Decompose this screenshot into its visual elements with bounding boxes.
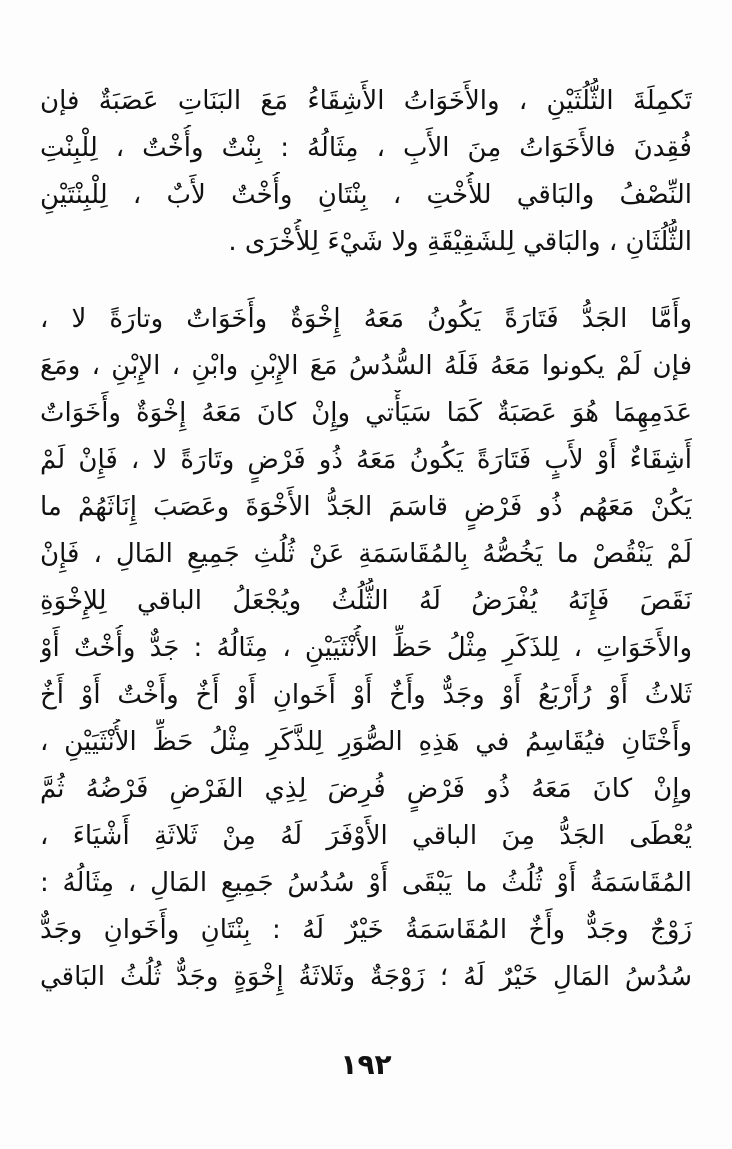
- text-line: المُقَاسَمَةُ أَوْ ثُلُثُ ما يَبْقَى أَوْ سُدُسُ جَمِيعِ المَالِ ، مِثَالُهُ :: [40, 868, 692, 898]
- page-number: ١٩٢: [340, 1048, 392, 1081]
- text-line: النِّصْفُ والبَاقي للأُخْتِ ، بِنْتَانِ وأُخْتٌ لأَبٌ ، لِلْبِنْتَيْنِ: [40, 180, 692, 210]
- text-line: زَوْجٌ وجَدٌّ وأَخٌ المُقَاسَمَةُ خَيْرٌ لَهُ : بِنْتَانِ وأَخَوانِ وجَدٌّ: [40, 915, 692, 945]
- text-line: تَكمِلَةَ الثُّلُثَيْنِ ، والأَخَوَاتُ الأَشِقَاءُ مَعَ البَنَاتِ عَصَبَةٌ فإن: [40, 86, 692, 116]
- text-line: نَقَصَ فَإِنَهُ يُفْرَضُ لَهُ الثُّلُثُ ويُجْعَلُ الباقي لِلإِخْوَةِ: [40, 586, 692, 616]
- text-line: وإِنْ كانَ مَعَهُ ذُو فَرْضٍ فُرِضَ لِذِي الفَرْضِ فَرْضُهُ ثُمَّ: [40, 774, 692, 804]
- text-line: فإن لَمْ يكونوا مَعَهُ فَلَهُ السُّدُسُ مَعَ الإِبْنِ وابْنِ ، الإِبْنِ ، ومَعَ: [40, 351, 692, 381]
- paragraph-1: [40, 78, 692, 266]
- text-line: وأَمَّا الجَدُّ فَتَارَةً يَكُونُ مَعَهُ إِخْوَةٌ وأَخَوَاتٌ وتارَةً لا ،: [40, 304, 692, 334]
- text-line: يَكُنْ مَعَهُم ذُو فَرْضٍ قاسَمَ الجَدُّ الأَخْوَةَ وعَصَبَ إِنَاثَهُمْ ما: [40, 492, 692, 522]
- text-line: يُعْطَى الجَدُّ مِنَ الباقي الأَوْفَرَ لَهُ مِنْ ثَلاثَةِ أَشْيَاءَ ،: [40, 821, 692, 851]
- text-line: الثُّلُثَانِ ، والبَاقي لِلشَقِيْقَةِ ولا شَيْءَ لِلأُخْرَى .: [228, 227, 692, 257]
- text-line: وأَخْتَانِ فيُقَاسِمُ في هَذِهِ الصُّوَرِ لِلذَّكَرِ مِثْلُ حَظِّ الأُنْثَيَيْنِ ،: [40, 727, 692, 757]
- paragraph-2: [40, 296, 692, 1001]
- text-line: لَمْ يَنْقُصْ ما يَخُصُّهُ بِالمُقَاسَمَةِ عَنْ ثُلُثِ جَمِيعِ المَالِ ، فَإِنْ: [40, 539, 692, 569]
- text-line: والأَخَوَاتِ ، لِلذَكَرِ مِثْلُ حَظِّ الأُنْثَيَيْنِ ، مِثَالُهُ : جَدٌّ وأُخْتٌ أَوْ: [40, 633, 692, 663]
- text-line: سُدُسُ المَالِ خَيْرٌ لَهُ ؛ زَوْجَةٌ وثَلاثَةُ إِخْوَةٍ وجَدٌّ ثُلُثُ البَاقي: [40, 962, 692, 992]
- text-line: ثَلاثُ أَوْ رُأَرْبَعُ أَوْ وجَدٌّ وأَخٌ أَوْ أَخَوانِ أَوْ أَخٌ وأَخْتٌ أَوْ أَخٌ: [40, 680, 692, 710]
- text-line: فُقِدنَ فالأَخَوَاتُ مِنَ الأَبِ ، مِثَالُهُ : بِنْتٌ وأُخْتٌ ، لِلْبِنْتِ: [40, 133, 692, 163]
- text-line: عَدَمِهِمَا هُوَ عَصَبَةٌ كَمَا سَيَأْتي وإِنْ كانَ مَعَهُ إِخْوَةٌ وأَخَوَاتٌ: [40, 398, 692, 428]
- page-body: [40, 78, 692, 1001]
- paragraph-gap: [40, 266, 692, 296]
- text-line: أَشِقَاءٌ أَوْ لأَبٍ فَتَارَةً يَكُونُ مَعَهُ ذُو فَرْضٍ وتَارَةً لا ، فَإِنْ لَمْ: [40, 445, 692, 475]
